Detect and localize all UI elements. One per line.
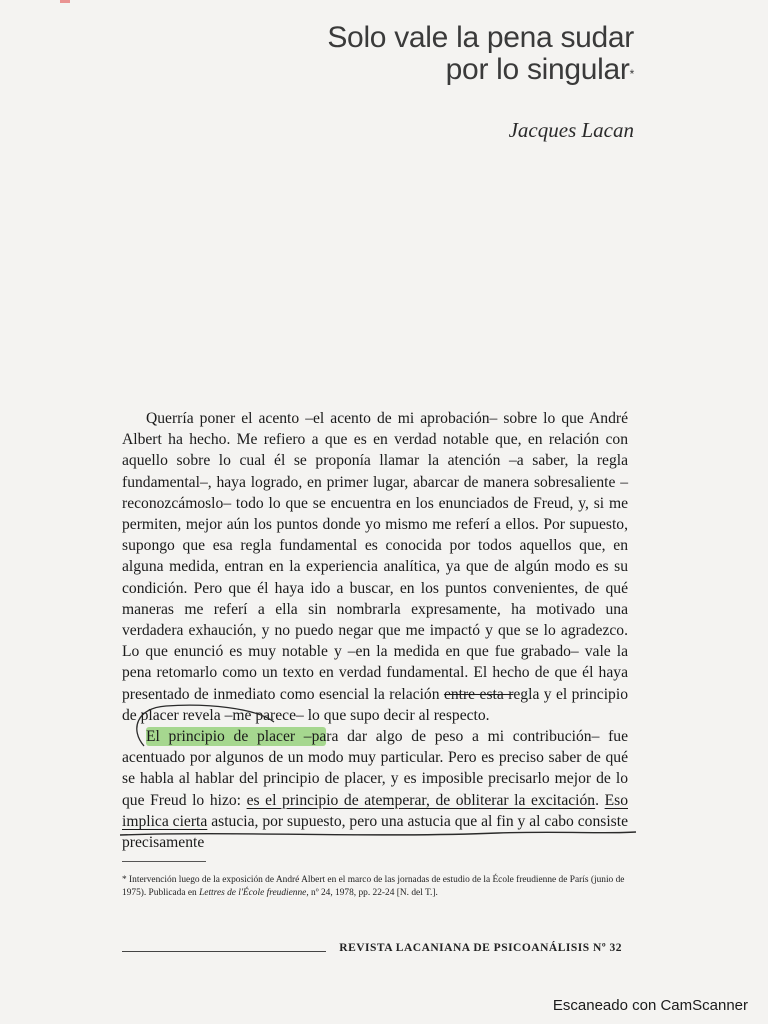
title-line-2: por lo singular* [445, 53, 634, 86]
struck-text: entre esta r [443, 685, 514, 703]
paragraph-1: Querría poner el acento –el acento de mi aprobación– sobre lo que André Albert ha hecho. Me refiero a que es en verdad notable que, en relación con aquello sobre lo cual él se proponía llamar la atención –a saber, la regla fundamental–, haya logrado, en primer lugar, abarcar de manera sobresaliente –reconozcámoslo– todo lo que se encuentra en los enunciados de Freud, y, si me permiten, mejor aún los puntos donde yo mismo me referí a ellos. Por supuesto, supongo que esa regla fundamental es conocida por todos aquellos que, en alguna medida, entran en la experiencia analítica, ya que de algún modo es su condición. Pero que él haya ido a buscar, en los puntos convenientes, de qué maneras me referí a ella sin nombrarla expresamente, ha motivado una verdadera exhaución, y no puedo negar que me impactó y que se lo agradezco. Lo que enunció es muy notable y –en la medida en que fue grabado– vale la pena retomarlo como un texto en verdad fundamental. El hecho de que él haya presentado de inmediato como esencial la relación entre esta regla y el principio de placer revela –me parece– lo que supo decir al respecto. [122, 410, 628, 724]
journal-name: Lettres de l'École freudienne [199, 888, 307, 898]
underlined-phrase-2: Eso implica cierta [122, 791, 628, 830]
underlined-phrase-1: es el principio de atemperar, de obliterar la excitación [246, 791, 596, 809]
corner-mark [60, 0, 70, 3]
camscanner-watermark: Escaneado con CamScanner [552, 997, 748, 1014]
title-line-1: Solo vale la pena sudar [327, 21, 634, 54]
journal-footer: REVISTA LACANIANA DE PSICOANÁLISIS Nº 32 [339, 942, 622, 954]
body-text [122, 408, 628, 853]
highlighted-phrase: El principio de placer –pa [146, 728, 327, 746]
footnote-rule [122, 861, 206, 862]
author-name: Jacques Lacan [508, 118, 634, 142]
handwritten-circle-mark [126, 700, 286, 750]
title-footnote-mark: * [629, 67, 634, 81]
paragraph-2: El principio de placer –para dar algo de peso a mi contribución– fue acentuado por algunos de un modo muy particular. Pero es preciso saber de qué se habla al hablar del principio de placer, y es imposible precisarlo mejor de lo que Freud lo hizo: es el principio de atemperar, de obliterar la excitación. Eso implica cierta astucia, por supuesto, pero una astucia que al fin y al cabo consiste precisamente [122, 728, 628, 852]
footer-rule [122, 951, 326, 952]
article-title [327, 22, 634, 86]
handwritten-underline [118, 826, 638, 840]
footnote: * Intervención luego de la exposición de André Albert en el marco de las jornadas de estudio de la École freudienne de París (junio de 1975). Publicada en Lettres de l'École freudienne, nº 24, 1978, pp. 22-24 [N. del T.]. [122, 875, 625, 898]
